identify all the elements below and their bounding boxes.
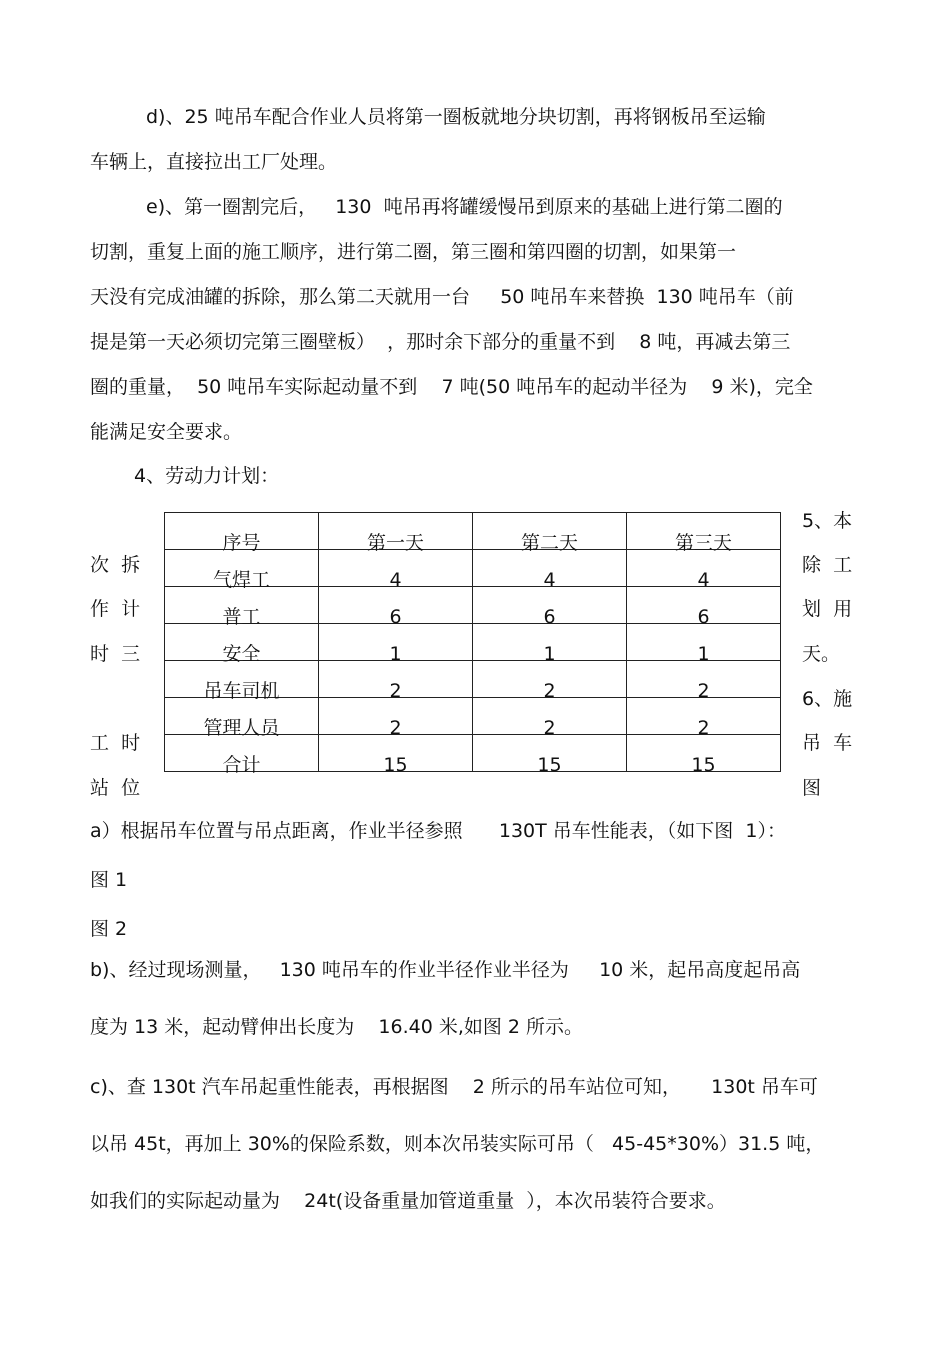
table-cell: 合计 bbox=[165, 735, 319, 772]
table-cell: 管理人员 bbox=[165, 698, 319, 735]
para-e-line4: 提是第一天必须切完第三圈壁板） ，那时余下部分的重量不到 8 吨，再减去第三 bbox=[90, 331, 791, 353]
table-cell: 吊车司机 bbox=[165, 661, 319, 698]
table-cell: 6 bbox=[627, 587, 781, 624]
table-cell: 4 bbox=[319, 550, 473, 587]
header-cell: 第一天 bbox=[319, 513, 473, 550]
section-4-heading: 4、劳动力计划： bbox=[134, 465, 280, 487]
table-cell: 气焊工 bbox=[165, 550, 319, 587]
right-fragment-1: 5、本 bbox=[802, 510, 853, 532]
table-row bbox=[165, 661, 781, 698]
table-cell: 6 bbox=[473, 587, 627, 624]
para-e-line5: 圈的重量， 50 吨吊车实际起动量不到 7 吨(50 吨吊车的起动半径为 9 米)，完全 bbox=[90, 376, 813, 398]
table-cell: 2 bbox=[319, 698, 473, 735]
figure-2-caption: 图 2 bbox=[90, 918, 128, 940]
labor-plan-table bbox=[164, 512, 781, 776]
table-cell: 15 bbox=[473, 735, 627, 772]
table-cell: 1 bbox=[473, 624, 627, 661]
table-cell: 2 bbox=[473, 661, 627, 698]
table-total-row bbox=[165, 735, 781, 772]
left-fragment-2: 作 计 bbox=[90, 598, 141, 620]
para-e-line3: 天没有完成油罐的拆除，那么第二天就用一台 50 吨吊车来替换 130 吨吊车（前 bbox=[90, 286, 794, 308]
table-cell: 安全 bbox=[165, 624, 319, 661]
para-b-line2: 度为 13 米，起动臂伸出长度为 16.40 米,如图 2 所示。 bbox=[90, 1016, 584, 1038]
left-fragment-1: 次 拆 bbox=[90, 554, 141, 576]
table-row bbox=[165, 587, 781, 624]
table-cell: 1 bbox=[627, 624, 781, 661]
para-d-line1: d)、25 吨吊车配合作业人员将第一圈板就地分块切割，再将钢板吊至运输 bbox=[146, 106, 766, 128]
para-e-line1: e)、第一圈割完后， 130 吨吊再将罐缓慢吊到原来的基础上进行第二圈的 bbox=[146, 196, 783, 218]
table-cell: 15 bbox=[627, 735, 781, 772]
figure-1-caption: 图 1 bbox=[90, 869, 128, 891]
table-cell: 普工 bbox=[165, 587, 319, 624]
para-b-line1: b)、经过现场测量， 130 吨吊车的作业半径作业半径为 10 米，起吊高度起吊高 bbox=[90, 959, 801, 981]
para-c-line1: c)、查 130t 汽车吊起重性能表，再根据图 2 所示的吊车站位可知， 130t 吊车可 bbox=[90, 1076, 818, 1098]
header-cell: 第三天 bbox=[627, 513, 781, 550]
right-fragment-5: 6、施 bbox=[802, 688, 853, 710]
left-fragment-5: 站 位 bbox=[90, 777, 141, 799]
table-cell: 1 bbox=[319, 624, 473, 661]
para-d-line2: 车辆上，直接拉出工厂处理。 bbox=[90, 151, 338, 173]
table-cell: 15 bbox=[319, 735, 473, 772]
right-fragment-2: 除 工 bbox=[802, 554, 853, 576]
table-cell: 4 bbox=[627, 550, 781, 587]
right-fragment-3: 划 用 bbox=[802, 598, 853, 620]
table-header-row bbox=[165, 513, 781, 550]
table-row bbox=[165, 624, 781, 661]
table-cell: 2 bbox=[319, 661, 473, 698]
table-row bbox=[165, 550, 781, 587]
header-cell: 第二天 bbox=[473, 513, 627, 550]
para-c-line3: 如我们的实际起动量为 24t(设备重量加管道重量 ），本次吊装符合要求。 bbox=[90, 1190, 726, 1212]
table-cell: 4 bbox=[473, 550, 627, 587]
para-c-line2: 以吊 45t，再加上 30%的保险系数，则本次吊装实际可吊（ 45-45*30%）31.5 吨， bbox=[90, 1133, 825, 1155]
right-fragment-4: 天。 bbox=[802, 643, 841, 665]
left-fragment-4: 工 时 bbox=[90, 732, 141, 754]
table-cell: 2 bbox=[473, 698, 627, 735]
table-row bbox=[165, 698, 781, 735]
header-cell: 序号 bbox=[165, 513, 319, 550]
table-cell: 6 bbox=[319, 587, 473, 624]
right-fragment-6: 吊 车 bbox=[802, 732, 853, 754]
left-fragment-3: 时 三 bbox=[90, 643, 141, 665]
para-a-line: a）根据吊车位置与吊点距离，作业半径参照 130T 吊车性能表，（如下图 1）： bbox=[90, 820, 786, 842]
right-fragment-7: 图 bbox=[802, 777, 822, 799]
table-cell: 2 bbox=[627, 661, 781, 698]
para-e-line6: 能满足安全要求。 bbox=[90, 421, 243, 443]
table-cell: 2 bbox=[627, 698, 781, 735]
para-e-line2: 切割，重复上面的施工顺序，进行第二圈，第三圈和第四圈的切割，如果第一 bbox=[90, 241, 737, 263]
